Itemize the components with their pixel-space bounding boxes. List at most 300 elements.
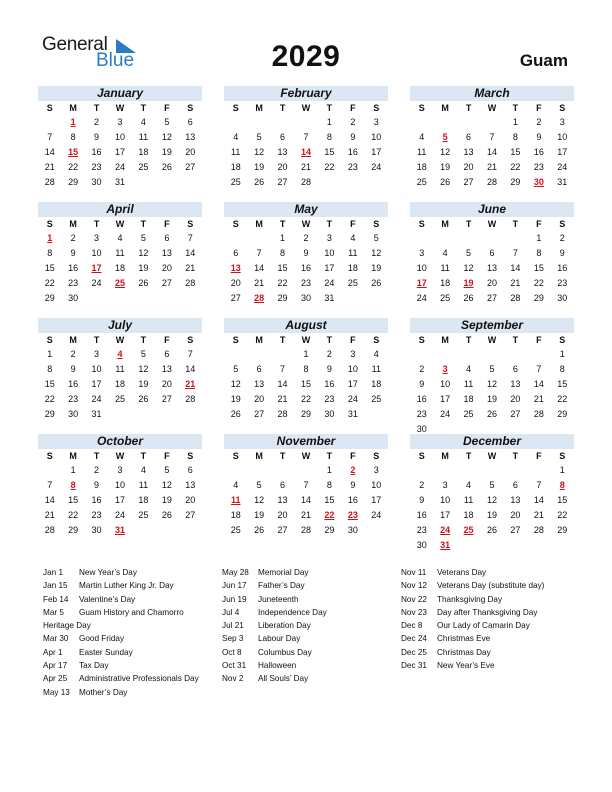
holiday-date: Mar 30	[43, 634, 69, 644]
weekday-label: S	[46, 451, 53, 461]
day-cell: 1	[326, 465, 332, 475]
weekday-label: T	[140, 451, 147, 461]
weekday-label: W	[487, 451, 497, 461]
day-cell: 21	[486, 162, 497, 172]
empty-day-cell	[38, 463, 61, 478]
day-cell: 19	[161, 495, 172, 505]
day-cell: 16	[347, 147, 358, 157]
holiday-name: Veterans Day	[437, 568, 487, 577]
holiday-name: Good Friday	[79, 634, 125, 644]
empty-day-cell	[271, 463, 294, 478]
holiday-day-cell: 19	[463, 278, 474, 288]
holiday-name: Christmas Eve	[437, 634, 491, 644]
day-cell: 2	[350, 117, 356, 127]
holiday-date: Dec 8	[401, 621, 423, 631]
day-cell: 14	[510, 263, 521, 273]
weekday-label: S	[232, 335, 239, 345]
day-cell: 31	[557, 177, 568, 187]
day-cell: 19	[486, 394, 497, 404]
day-cell: 21	[510, 278, 521, 288]
day-cell: 16	[533, 147, 544, 157]
day-cell: 22	[510, 162, 521, 172]
empty-day-cell	[247, 463, 270, 478]
day-cell: 24	[91, 394, 102, 404]
day-cell: 9	[326, 364, 332, 374]
day-cell: 11	[348, 248, 358, 258]
day-cell: 22	[277, 278, 288, 288]
day-cell: 1	[70, 465, 76, 475]
weekday-label: W	[301, 219, 311, 229]
weekday-label: W	[301, 103, 311, 113]
holiday-day-cell: 13	[230, 263, 241, 273]
day-cell: 7	[303, 132, 309, 142]
empty-day-cell	[504, 347, 527, 362]
holiday-date: Dec 25	[401, 647, 427, 657]
holiday-name: Father’s Day	[258, 581, 305, 591]
weekday-label: W	[487, 219, 497, 229]
day-cell: 5	[466, 248, 472, 258]
day-cell: 19	[486, 510, 497, 520]
holiday-date: Apr 25	[43, 674, 68, 684]
day-cell: 4	[140, 465, 146, 475]
month-title: November	[224, 434, 388, 449]
day-cell: 4	[117, 233, 123, 243]
holiday-entry	[43, 672, 218, 685]
day-cell: 9	[536, 132, 542, 142]
day-cell: 9	[419, 379, 425, 389]
holiday-name: Day after Thanksgiving Day	[437, 607, 538, 617]
empty-day-cell	[457, 115, 480, 130]
empty-day-cell	[410, 115, 433, 130]
day-cell: 18	[230, 162, 241, 172]
day-cell: 3	[94, 349, 100, 359]
holiday-date: Nov 23	[401, 607, 427, 617]
weekday-label: S	[187, 103, 194, 113]
month-title: September	[410, 318, 574, 333]
day-cell: 3	[117, 117, 123, 127]
month-august	[224, 318, 388, 422]
weekday-label: W	[115, 451, 125, 461]
day-cell: 22	[68, 162, 79, 172]
weekday-label: S	[418, 219, 425, 229]
holiday-day-cell: 17	[91, 263, 102, 273]
day-cell: 26	[254, 525, 265, 535]
day-cell: 22	[300, 394, 311, 404]
holiday-date: Nov 22	[401, 594, 427, 604]
empty-day-cell	[294, 463, 317, 478]
day-cell: 8	[326, 132, 332, 142]
day-cell: 4	[373, 349, 379, 359]
weekday-label: T	[93, 103, 100, 113]
day-cell: 13	[185, 132, 196, 142]
holiday-date: Apr 1	[43, 647, 63, 657]
day-cell: 23	[416, 409, 427, 419]
empty-day-cell	[433, 347, 456, 362]
holiday-name: Memorial Day	[258, 568, 309, 577]
day-cell: 27	[161, 278, 172, 288]
day-cell: 9	[70, 248, 76, 258]
holiday-name: Liberation Day	[258, 621, 311, 631]
weekday-label: M	[441, 451, 449, 461]
weekday-label: T	[512, 103, 519, 113]
holiday-name: Martin Luther King Jr. Day	[79, 581, 174, 591]
day-cell: 4	[233, 480, 239, 490]
day-cell: 9	[419, 495, 425, 505]
holiday-day-cell: 21	[185, 379, 196, 389]
weekday-label: F	[350, 451, 356, 461]
day-cell: 3	[419, 248, 425, 258]
day-cell: 27	[510, 525, 521, 535]
day-cell: 26	[440, 177, 451, 187]
holiday-day-cell: 30	[533, 177, 544, 187]
holiday-date: Mar 5	[43, 607, 64, 617]
day-cell: 8	[47, 248, 53, 258]
logo-general-text: General	[42, 34, 108, 55]
weekday-label: M	[69, 219, 77, 229]
day-cell: 12	[463, 263, 474, 273]
day-cell: 6	[280, 132, 286, 142]
holiday-date: Jul 21	[222, 621, 244, 631]
weekday-label: F	[536, 103, 542, 113]
weekday-label: T	[326, 219, 333, 229]
day-cell: 16	[68, 379, 79, 389]
day-cell: 23	[91, 510, 102, 520]
empty-day-cell	[457, 347, 480, 362]
day-cell: 21	[300, 162, 311, 172]
holiday-date: Sep 3	[222, 634, 244, 644]
day-cell: 5	[233, 364, 239, 374]
day-cell: 5	[140, 349, 146, 359]
day-cell: 14	[486, 147, 497, 157]
day-cell: 28	[185, 394, 196, 404]
month-march	[410, 86, 574, 190]
holiday-entry	[401, 646, 576, 659]
day-cell: 11	[440, 263, 450, 273]
empty-day-cell	[294, 115, 317, 130]
day-cell: 5	[373, 233, 379, 243]
day-cell: 30	[68, 293, 79, 303]
day-cell: 22	[44, 278, 55, 288]
holiday-date: Nov 12	[401, 581, 427, 591]
day-cell: 17	[347, 379, 358, 389]
day-cell: 8	[280, 248, 286, 258]
weekday-label: T	[326, 451, 333, 461]
day-cell: 26	[463, 293, 474, 303]
holiday-entry	[43, 606, 218, 619]
holiday-day-cell: 25	[114, 278, 125, 288]
day-cell: 24	[371, 510, 382, 520]
day-cell: 25	[138, 510, 149, 520]
day-cell: 16	[557, 263, 568, 273]
day-cell: 16	[300, 263, 311, 273]
holiday-date: Jul 4	[222, 607, 240, 617]
day-cell: 9	[350, 480, 356, 490]
day-cell: 27	[277, 525, 288, 535]
day-cell: 29	[300, 409, 311, 419]
day-cell: 13	[510, 495, 521, 505]
day-cell: 30	[91, 177, 102, 187]
day-cell: 9	[70, 364, 76, 374]
day-cell: 11	[371, 364, 381, 374]
day-cell: 22	[557, 510, 568, 520]
day-cell: 31	[347, 409, 358, 419]
holiday-entry	[222, 632, 397, 645]
day-cell: 2	[70, 233, 76, 243]
day-cell: 12	[440, 147, 451, 157]
weekday-label: W	[487, 335, 497, 345]
day-cell: 7	[512, 248, 518, 258]
day-cell: 5	[256, 480, 262, 490]
holiday-entry	[43, 646, 218, 659]
weekday-label: T	[326, 103, 333, 113]
day-cell: 1	[303, 349, 309, 359]
day-cell: 15	[277, 263, 288, 273]
day-cell: 27	[510, 409, 521, 419]
holiday-date: Jun 17	[222, 581, 247, 591]
weekday-label: T	[279, 219, 286, 229]
day-cell: 2	[70, 349, 76, 359]
weekday-label: S	[559, 335, 566, 345]
weekday-label: S	[373, 451, 380, 461]
day-cell: 9	[94, 480, 100, 490]
day-cell: 3	[326, 233, 332, 243]
day-cell: 12	[138, 248, 149, 258]
empty-day-cell	[38, 115, 61, 130]
day-cell: 6	[233, 248, 239, 258]
holiday-list-col-2	[222, 566, 397, 686]
holiday-day-cell: 24	[440, 525, 451, 535]
weekday-label: T	[93, 219, 100, 229]
weekday-label: M	[441, 103, 449, 113]
day-cell: 12	[254, 495, 265, 505]
holiday-name: Christmas Day	[437, 647, 491, 657]
day-cell: 20	[254, 394, 265, 404]
day-cell: 26	[254, 177, 265, 187]
day-cell: 1	[536, 233, 542, 243]
holiday-name: Valentine’s Day	[79, 594, 136, 604]
day-cell: 17	[440, 510, 451, 520]
day-cell: 18	[230, 510, 241, 520]
day-cell: 25	[230, 525, 241, 535]
day-cell: 18	[138, 495, 149, 505]
holiday-day-cell: 17	[416, 278, 427, 288]
day-cell: 26	[138, 278, 149, 288]
day-cell: 26	[161, 162, 172, 172]
day-cell: 15	[68, 495, 79, 505]
day-cell: 6	[512, 480, 518, 490]
empty-day-cell	[527, 463, 550, 478]
day-cell: 11	[231, 147, 241, 157]
day-cell: 29	[68, 525, 79, 535]
day-cell: 4	[442, 248, 448, 258]
day-cell: 14	[185, 248, 196, 258]
day-cell: 5	[489, 480, 495, 490]
day-cell: 3	[442, 480, 448, 490]
day-cell: 12	[161, 132, 172, 142]
day-cell: 3	[350, 349, 356, 359]
holiday-entry	[222, 619, 397, 632]
empty-day-cell	[433, 115, 456, 130]
day-cell: 7	[47, 480, 53, 490]
weekday-label: W	[115, 103, 125, 113]
day-cell: 17	[371, 495, 382, 505]
day-cell: 13	[161, 248, 172, 258]
day-cell: 18	[416, 162, 427, 172]
day-cell: 9	[559, 248, 565, 258]
day-cell: 17	[114, 147, 125, 157]
day-cell: 24	[91, 278, 102, 288]
month-title: May	[224, 202, 388, 217]
holiday-entry	[43, 686, 218, 699]
day-cell: 4	[350, 233, 356, 243]
day-cell: 5	[164, 117, 170, 127]
day-cell: 20	[185, 495, 196, 505]
day-cell: 31	[324, 293, 335, 303]
day-cell: 20	[185, 147, 196, 157]
day-cell: 19	[161, 147, 172, 157]
weekday-label: S	[46, 335, 53, 345]
holiday-entry	[43, 566, 218, 579]
day-cell: 3	[117, 465, 123, 475]
day-cell: 21	[44, 162, 55, 172]
day-cell: 24	[347, 394, 358, 404]
day-cell: 22	[533, 278, 544, 288]
day-cell: 16	[91, 495, 102, 505]
day-cell: 4	[466, 480, 472, 490]
day-cell: 26	[230, 409, 241, 419]
day-cell: 20	[277, 510, 288, 520]
holiday-day-cell: 15	[68, 147, 79, 157]
day-cell: 27	[254, 409, 265, 419]
day-cell: 24	[324, 278, 335, 288]
holiday-day-cell: 31	[114, 525, 125, 535]
day-cell: 27	[277, 177, 288, 187]
day-cell: 14	[185, 364, 196, 374]
day-cell: 25	[347, 278, 358, 288]
empty-day-cell	[247, 347, 270, 362]
day-cell: 2	[419, 364, 425, 374]
holiday-day-cell: 25	[463, 525, 474, 535]
day-cell: 29	[44, 409, 55, 419]
day-cell: 19	[254, 510, 265, 520]
holiday-name: Administrative Professionals Day	[79, 674, 199, 684]
day-cell: 3	[373, 117, 379, 127]
day-cell: 16	[68, 263, 79, 273]
day-cell: 7	[303, 480, 309, 490]
logo-blue-text: Blue	[96, 50, 135, 71]
day-cell: 8	[536, 248, 542, 258]
day-cell: 7	[280, 364, 286, 374]
day-cell: 11	[463, 495, 474, 505]
weekday-label: S	[418, 335, 425, 345]
day-cell: 7	[187, 349, 193, 359]
day-cell: 16	[416, 510, 427, 520]
day-cell: 29	[277, 293, 288, 303]
day-cell: 12	[486, 495, 497, 505]
holiday-date: Dec 24	[401, 634, 427, 644]
day-cell: 5	[140, 233, 146, 243]
month-december	[410, 434, 574, 553]
month-september	[410, 318, 574, 437]
day-cell: 21	[300, 510, 311, 520]
empty-day-cell	[224, 347, 247, 362]
day-cell: 12	[371, 248, 382, 258]
country-label: Guam	[519, 51, 568, 70]
day-cell: 16	[347, 495, 358, 505]
day-cell: 13	[254, 379, 265, 389]
day-cell: 29	[68, 177, 79, 187]
day-cell: 29	[557, 409, 568, 419]
day-cell: 29	[557, 525, 568, 535]
day-cell: 31	[91, 409, 102, 419]
month-november	[224, 434, 388, 538]
day-cell: 22	[324, 162, 335, 172]
weekday-label: S	[559, 451, 566, 461]
holiday-day-cell: 1	[47, 233, 53, 243]
holiday-date: Jun 19	[222, 594, 247, 604]
day-cell: 19	[371, 263, 382, 273]
month-title: February	[224, 86, 388, 101]
day-cell: 9	[303, 248, 309, 258]
holiday-entry	[222, 606, 397, 619]
weekday-label: S	[559, 219, 566, 229]
day-cell: 8	[559, 364, 565, 374]
weekday-label: T	[465, 103, 472, 113]
holiday-date: Dec 31	[401, 661, 427, 671]
empty-day-cell	[457, 231, 480, 246]
holiday-name: Easter Sunday	[79, 647, 133, 657]
day-cell: 17	[91, 379, 102, 389]
weekday-label: S	[46, 219, 53, 229]
weekday-label: S	[418, 451, 425, 461]
day-cell: 21	[533, 510, 544, 520]
day-cell: 15	[300, 379, 311, 389]
holiday-date: Oct 31	[222, 661, 247, 671]
month-june	[410, 202, 574, 306]
month-title: April	[38, 202, 202, 217]
day-cell: 4	[233, 132, 239, 142]
day-cell: 10	[347, 364, 358, 374]
month-title: October	[38, 434, 202, 449]
day-cell: 23	[347, 162, 358, 172]
day-cell: 25	[371, 394, 382, 404]
holiday-entry	[222, 579, 397, 592]
month-title: March	[410, 86, 574, 101]
day-cell: 28	[185, 278, 196, 288]
empty-day-cell	[457, 463, 480, 478]
day-cell: 26	[161, 510, 172, 520]
day-cell: 2	[559, 233, 565, 243]
weekday-label: S	[46, 103, 53, 113]
weekday-label: S	[373, 335, 380, 345]
weekday-label: S	[373, 219, 380, 229]
day-cell: 4	[419, 132, 425, 142]
holiday-entry	[222, 593, 397, 606]
holiday-entry	[43, 579, 218, 592]
holiday-entry	[222, 646, 397, 659]
day-cell: 26	[486, 409, 497, 419]
day-cell: 1	[559, 349, 565, 359]
holiday-day-cell: 8	[70, 480, 76, 490]
day-cell: 6	[256, 364, 262, 374]
day-cell: 28	[300, 177, 311, 187]
day-cell: 3	[559, 117, 565, 127]
day-cell: 30	[347, 525, 358, 535]
day-cell: 7	[187, 233, 193, 243]
day-cell: 20	[277, 162, 288, 172]
holiday-day-cell: 22	[324, 510, 335, 520]
holiday-entry	[43, 659, 218, 672]
